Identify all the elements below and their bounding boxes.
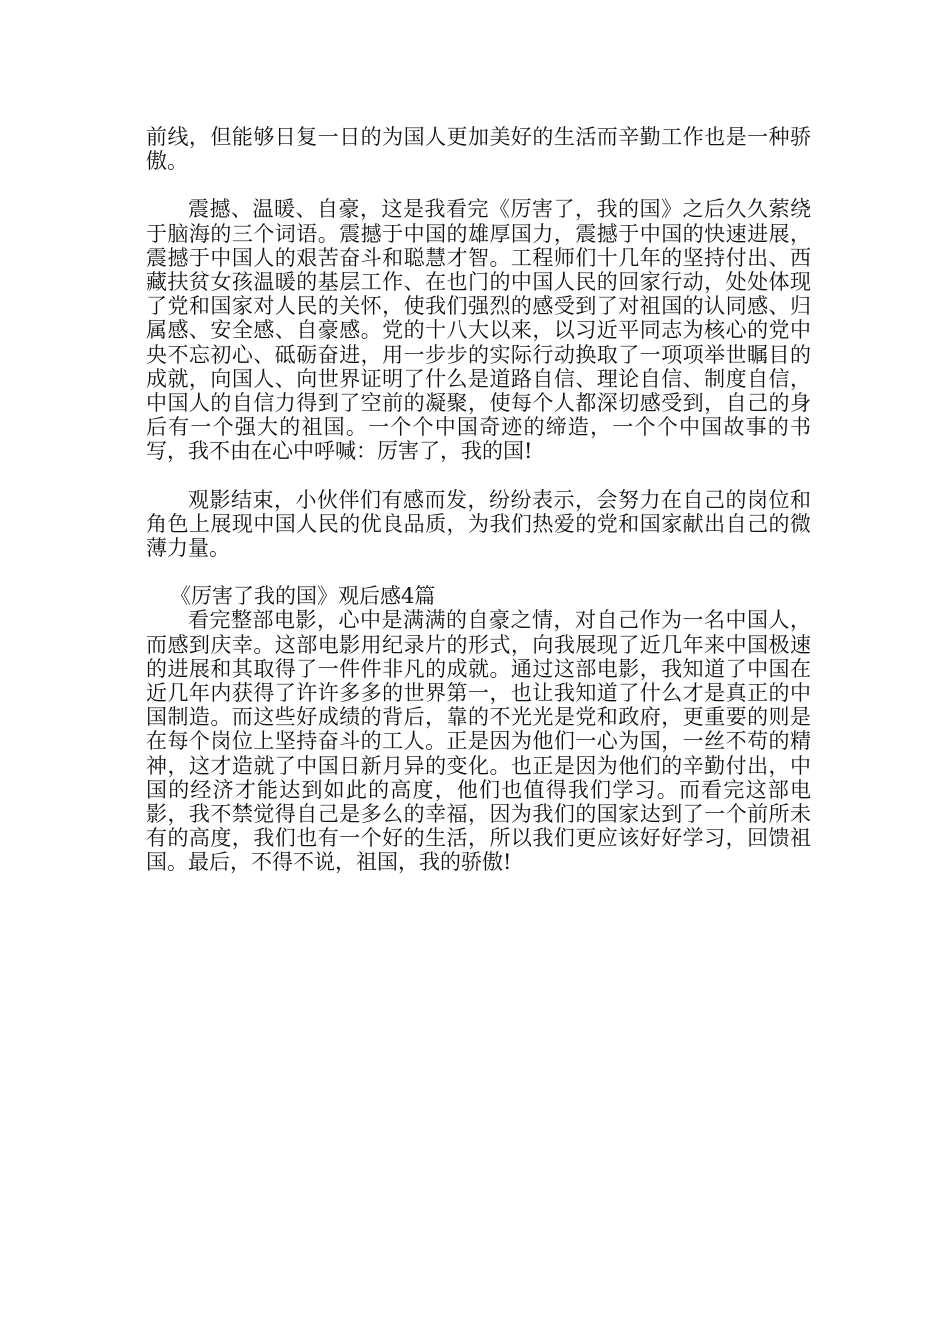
paragraph-continuation: 前线，但能够日复一日的为国人更加美好的生活而辛勤工作也是一种骄傲。 (146, 125, 811, 174)
paragraph-conclusion: 观影结束，小伙伴们有感而发，纷纷表示，会努力在自己的岗位和角色上展现中国人民的优良品质，为我们热爱的党和国家献出自己的微薄力量。 (146, 487, 811, 561)
section-heading: 《厉害了我的国》观后感4篇 (170, 584, 436, 609)
paragraph-impressions: 震撼、温暖、自豪，这是我看完《厉害了，我的国》之后久久萦绕于脑海的三个词语。震撼于中国的雄厚国力，震撼于中国的快速进展，震撼于中国人的艰苦奋斗和聪慧才智。工程师们十几年的坚持付出、西藏扶贫女孩温暖的基层工作、在也门的中国人民的回家行动，处处体现了党和国家对人民的关怀，使我们强烈的感受到了对祖国的认同感、归属感、安全感、自豪感。党的十八大以来，以习近平同志为核心的党中央不忘初心、砥砺奋进，用一步步的实际行动换取了一项项举世瞩目的成就，向国人、向世界证明了什么是道路自信、理论自信、制度自信，中国人的自信力得到了空前的凝聚，使每个人都深切感受到，自己的身后有一个强大的祖国。一个个中国奇迹的缔造，一个个中国故事的书写，我不由在心中呼喊：厉害了，我的国! (146, 197, 811, 464)
paragraph-review: 看完整部电影，心中是满满的自豪之情，对自己作为一名中国人，而感到庆幸。这部电影用纪录片的形式，向我展现了近几年来中国极速的进展和其取得了一件件非凡的成就。通过这部电影，我知道了中国在近几年内获得了许许多多的世界第一，也让我知道了什么才是真正的中国制造。而这些好成绩的背后，靠的不光光是党和政府，更重要的则是在每个岗位上坚持奋斗的工人。正是因为他们一心为国，一丝不苟的精神，这才造就了中国日新月异的变化。也正是因为他们的辛勤付出，中国的经济才能达到如此的高度，他们也值得我们学习。而看完这部电影，我不禁觉得自己是多么的幸福，因为我们的国家达到了一个前所未有的高度，我们也有一个好的生活，所以我们更应该好好学习，回馈祖国。最后，不得不说，祖国，我的骄傲! (146, 608, 811, 875)
document-body (146, 125, 811, 875)
